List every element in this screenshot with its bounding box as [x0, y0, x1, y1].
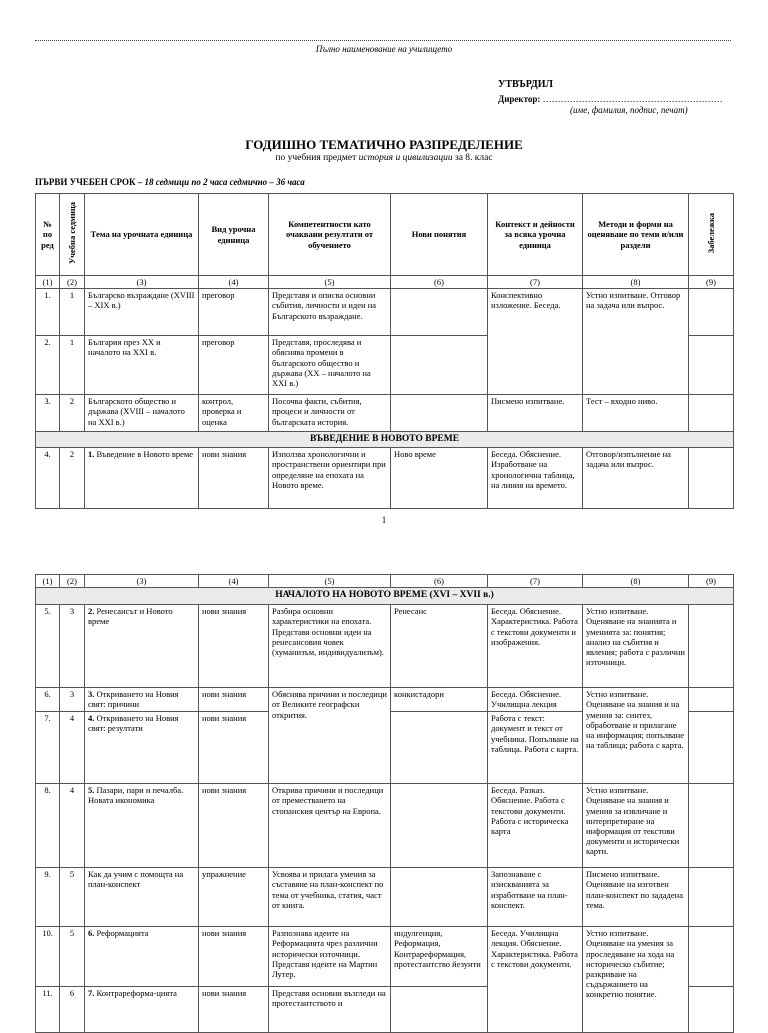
- row-week: 1: [60, 336, 85, 395]
- row-notes: [689, 448, 734, 509]
- row-week: 4: [60, 784, 85, 868]
- row-methods: Устно изпитване. Оценяване на знанията и уменията за: понятия; анализ на събития и явления; работа с различни източници.: [583, 605, 689, 688]
- row-number: 3.: [36, 395, 60, 432]
- table-row: [36, 289, 734, 336]
- col-header-week: Учебна седмица: [60, 194, 85, 276]
- row-number: 2.: [36, 336, 60, 395]
- col-number: (5): [269, 575, 391, 588]
- col-number: (5): [269, 276, 391, 289]
- approved-label: УТВЪРДИЛ: [498, 79, 553, 90]
- col-number: (3): [85, 575, 199, 588]
- row-notes: [689, 688, 734, 712]
- row-type: нови знания: [199, 688, 269, 712]
- director-label: Директор:: [498, 94, 541, 104]
- row-number: 1.: [36, 289, 60, 336]
- term-detail: – 18 седмици по 2 часа седмично – 36 часа: [137, 177, 305, 187]
- director-hint: (име, фамилия, подпис, печат): [570, 105, 688, 115]
- table-row: [36, 784, 734, 868]
- col-number: (2): [60, 575, 85, 588]
- subtitle-suffix: за 8. клас: [454, 153, 493, 163]
- section-title: НАЧАЛОТО НА НОВОТО ВРЕМЕ (XVI – XVII в.): [36, 588, 734, 605]
- row-type: преговор: [199, 289, 269, 336]
- col-number: (2): [60, 276, 85, 289]
- row-context: Беседа. Разказ. Обяснение. Работа с текстови документи. Работа с историческа карта: [488, 784, 583, 868]
- row-number: 4.: [36, 448, 60, 509]
- row-notes: [689, 712, 734, 784]
- row-type: нови знания: [199, 448, 269, 509]
- row-number: 6.: [36, 688, 60, 712]
- col-header-competences: Компетентности като очаквани резултати от обучението: [269, 194, 391, 276]
- row-topic: 2. Ренесансът и Новото време: [85, 605, 199, 688]
- row-competences: Представя, проследява и обяснява промени в българското общество и държава (XX – началото на XXI в.): [269, 336, 391, 395]
- row-notes: [689, 784, 734, 868]
- row-week: 2: [60, 395, 85, 432]
- row-methods: Тест – входно ниво.: [583, 395, 689, 432]
- row-context: Беседа. Обяснение. Изработване на хронологична таблица, на линия на времето.: [488, 448, 583, 509]
- col-number: (6): [391, 575, 488, 588]
- col-number: (8): [583, 276, 689, 289]
- row-week: 3: [60, 688, 85, 712]
- col-header-concepts: Нови понятия: [391, 194, 488, 276]
- column-number-row: [36, 575, 734, 588]
- row-competences: Разбира основни характеристики на епохата. Представя основни идеи на ренесансовия човек (хуманизъм, индивидуализъм).: [269, 605, 391, 688]
- row-methods: Устно изпитване. Оценяване на знания и на умения за: синтез, обработване и прилагане на информация; попълване на таблица; работа с карта.: [583, 688, 689, 784]
- col-number: (9): [689, 276, 734, 289]
- row-context: Запознаване с изискванията за изработване на план-конспект.: [488, 868, 583, 927]
- row-topic: Как да учим с помощта на план-конспект: [85, 868, 199, 927]
- row-topic: 7. Контрареформа-цията: [85, 987, 199, 1033]
- table-row: [36, 448, 734, 509]
- schedule-table-page2: [35, 574, 734, 1033]
- row-topic: Българското общество и държава (XVIII – началото на XXI в.): [85, 395, 199, 432]
- row-type: нови знания: [199, 605, 269, 688]
- row-type: нови знания: [199, 927, 269, 987]
- row-competences: Обяснява причини и последици от Великите географски открития.: [269, 688, 391, 784]
- row-week: 3: [60, 605, 85, 688]
- table-row: [36, 868, 734, 927]
- row-competences: Представя и описва основни събития, личности и идеи на Българското възраждане.: [269, 289, 391, 336]
- row-type: нови знания: [199, 784, 269, 868]
- row-context: Беседа. Обяснение. Училищна лекция: [488, 688, 583, 712]
- row-concepts: [391, 336, 488, 395]
- row-notes: [689, 395, 734, 432]
- row-number: 11.: [36, 987, 60, 1033]
- row-type: контрол, проверка и оценка: [199, 395, 269, 432]
- row-week: 5: [60, 927, 85, 987]
- row-number: 7.: [36, 712, 60, 784]
- row-competences: Представя основни възгледи на протестантството и: [269, 987, 391, 1033]
- row-week: 6: [60, 987, 85, 1033]
- table-row: [36, 605, 734, 688]
- row-week: 5: [60, 868, 85, 927]
- section-row: [36, 432, 734, 448]
- row-notes: [689, 987, 734, 1033]
- col-header-number: № по ред: [36, 194, 60, 276]
- row-type: преговор: [199, 336, 269, 395]
- table-row: [36, 688, 734, 712]
- row-notes: [689, 927, 734, 987]
- row-competences: Усвоява и прилага умения за съставяне на план-конспект по тема от учебника, статия, част от книга.: [269, 868, 391, 927]
- row-topic: 6. Реформацията: [85, 927, 199, 987]
- director-line: [498, 94, 723, 104]
- row-week: 2: [60, 448, 85, 509]
- row-notes: [689, 868, 734, 927]
- col-header-type: Вид урочна единица: [199, 194, 269, 276]
- subtitle-prefix: по учебния предмет: [275, 153, 357, 163]
- row-notes: [689, 336, 734, 395]
- page-number: 1: [381, 515, 387, 525]
- col-number: (7): [488, 276, 583, 289]
- term-label: ПЪРВИ УЧЕБЕН СРОК: [35, 177, 136, 187]
- row-number: 8.: [36, 784, 60, 868]
- row-concepts: конкистадори: [391, 688, 488, 712]
- row-topic: 3. Откриването на Новия свят: причини: [85, 688, 199, 712]
- row-context: Работа с текст: документ и текст от учебника. Попълване на таблица. Работа с карта.: [488, 712, 583, 784]
- term-heading: [35, 177, 305, 187]
- col-header-methods: Методи и форми на оценяване по теми и/или раздели: [583, 194, 689, 276]
- row-competences: Разпознава идеите на Реформацията чрез различни исторически източници. Представя идеите на Мартин Лутер.: [269, 927, 391, 987]
- row-concepts: [391, 712, 488, 784]
- col-number: (4): [199, 575, 269, 588]
- row-notes: [689, 605, 734, 688]
- row-methods: Писмено изпитване. Оценяване на изготвен план-конспект по зададена тема.: [583, 868, 689, 927]
- column-number-row: [36, 276, 734, 289]
- row-concepts: [391, 289, 488, 336]
- row-topic: България през XX и началото на XXI в.: [85, 336, 199, 395]
- school-name-placeholder: Пълно наименование на училището: [315, 44, 453, 54]
- col-number: (3): [85, 276, 199, 289]
- col-header-context: Контекст и дейности за всяка урочна единица: [488, 194, 583, 276]
- row-competences: Използва хронологични и пространствени ориентири при определяне на епохата на Новото време.: [269, 448, 391, 509]
- director-signature-line: ……………………………………………………: [542, 94, 723, 104]
- row-week: 1: [60, 289, 85, 336]
- row-competences: Открива причини и последици от преместването на стопанския център на Европа.: [269, 784, 391, 868]
- row-methods: Устно изпитване. Оценяване на знания и умения за извличане и интерпретиране на информация от текстови документи и исторически карти.: [583, 784, 689, 868]
- row-methods: Отговор/изпълнение на задача или въпрос.: [583, 448, 689, 509]
- row-number: 9.: [36, 868, 60, 927]
- row-concepts: [391, 868, 488, 927]
- row-type: нови знания: [199, 712, 269, 784]
- row-topic: 1. Въведение в Новото време: [85, 448, 199, 509]
- school-name-line: [35, 40, 731, 41]
- row-topic: 5. Пазари, пари и печалба. Новата икономика: [85, 784, 199, 868]
- row-concepts: Ново време: [391, 448, 488, 509]
- col-header-notes: Забележка: [689, 194, 734, 276]
- row-methods: Устно изпитване. Оценяване на умения за проследяване на хода на историческо събитие; разкриване на съдържанието на конкретно понятие.: [583, 927, 689, 1033]
- row-number: 10.: [36, 927, 60, 987]
- col-number: (8): [583, 575, 689, 588]
- row-notes: [689, 289, 734, 336]
- col-number: (4): [199, 276, 269, 289]
- row-week: 4: [60, 712, 85, 784]
- document-title: ГОДИШНО ТЕМАТИЧНО РАЗПРЕДЕЛЕНИЕ: [245, 137, 523, 152]
- row-concepts: индулгенция, Реформация, Контрареформация, протестантство йезуити: [391, 927, 488, 987]
- row-type: нови знания: [199, 987, 269, 1033]
- row-type: упражнение: [199, 868, 269, 927]
- col-number: (6): [391, 276, 488, 289]
- col-number: (1): [36, 276, 60, 289]
- row-competences: Посочва факти, събития, процеси и личности от българската история.: [269, 395, 391, 432]
- row-context: Конспективно изложение. Беседа.: [488, 289, 583, 395]
- schedule-table-page1: [35, 193, 734, 509]
- col-number: (7): [488, 575, 583, 588]
- row-context: Писмено изпитване.: [488, 395, 583, 432]
- row-topic: 4. Откриването на Новия свят: резултати: [85, 712, 199, 784]
- col-number: (1): [36, 575, 60, 588]
- row-number: 5.: [36, 605, 60, 688]
- section-row: [36, 588, 734, 605]
- document-subtitle: [0, 153, 768, 163]
- row-context: Беседа. Училищна лекция. Обяснение. Характеристика. Работа с текстови документи.: [488, 927, 583, 1033]
- section-title: ВЪВЕДЕНИЕ В НОВОТО ВРЕМЕ: [36, 432, 734, 448]
- col-number: (9): [689, 575, 734, 588]
- header-row: [36, 194, 734, 276]
- col-header-topic: Тема на урочната единица: [85, 194, 199, 276]
- table-row: [36, 395, 734, 432]
- table-row: [36, 927, 734, 987]
- row-concepts: [391, 987, 488, 1033]
- row-topic: Българско възраждане (XVIII – XIX в.): [85, 289, 199, 336]
- subject-name: история и цивилизации: [358, 153, 453, 163]
- row-context: Беседа. Обяснение. Характеристика. Работа с текстови документи и изображения.: [488, 605, 583, 688]
- row-methods: Устно изпитване. Отговор на задача или въпрос.: [583, 289, 689, 395]
- row-concepts: Ренесанс: [391, 605, 488, 688]
- row-concepts: [391, 784, 488, 868]
- row-concepts: [391, 395, 488, 432]
